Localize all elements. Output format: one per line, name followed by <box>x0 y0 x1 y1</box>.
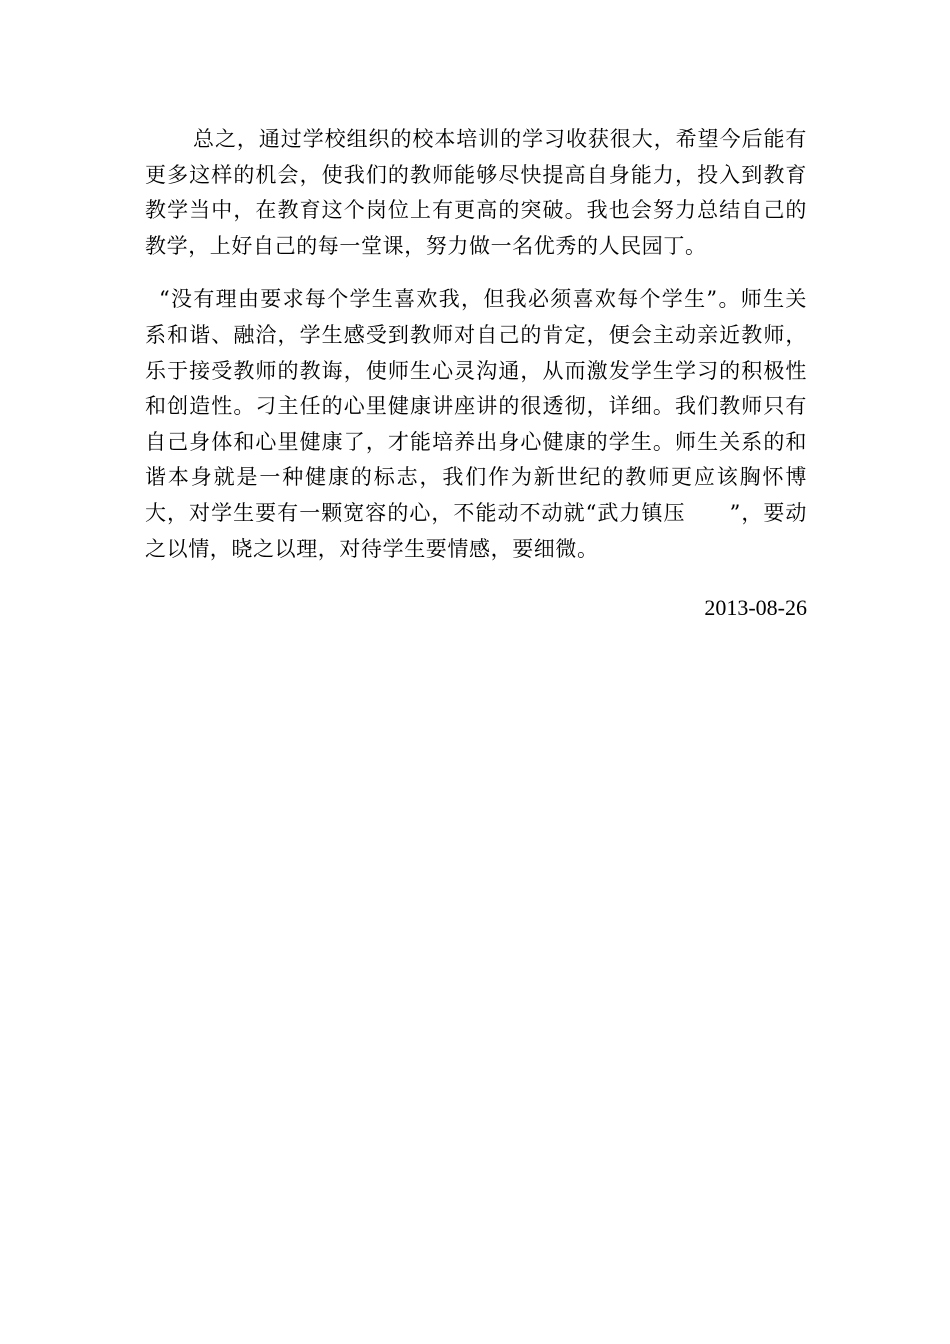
paragraph-teacher-student-relationship: “没有理由要求每个学生喜欢我，但我必须喜欢每个学生”。师生关系和谐、融洽，学生感受到教师对自己的肯定，便会主动亲近教师，乐于接受教师的教诲，使师生心灵沟通，从而激发学生学习的积极性和创造性。刁主任的心里健康讲座讲的很透彻，详细。我们教师只有自己身体和心里健康了，才能培养出身心健康的学生。师生关系的和谐本身就是一种健康的标志，我们作为新世纪的教师更应该胸怀博大，对学生要有一颗宽容的心，不能动不动就“武力镇压 ”，要动之以情，晓之以理，对待学生要情感，要细微。 <box>145 287 807 561</box>
document-body <box>145 122 807 623</box>
paragraph-conclusion: 总之，通过学校组织的校本培训的学习收获很大，希望今后能有更多这样的机会，使我们的教师能够尽快提高自身能力，投入到教育教学当中，在教育这个岗位上有更高的突破。我也会努力总结自己的教学，上好自己的每一堂课，努力做一名优秀的人民园丁。 <box>145 127 807 258</box>
document-date: 2013-08-26 <box>704 595 807 621</box>
